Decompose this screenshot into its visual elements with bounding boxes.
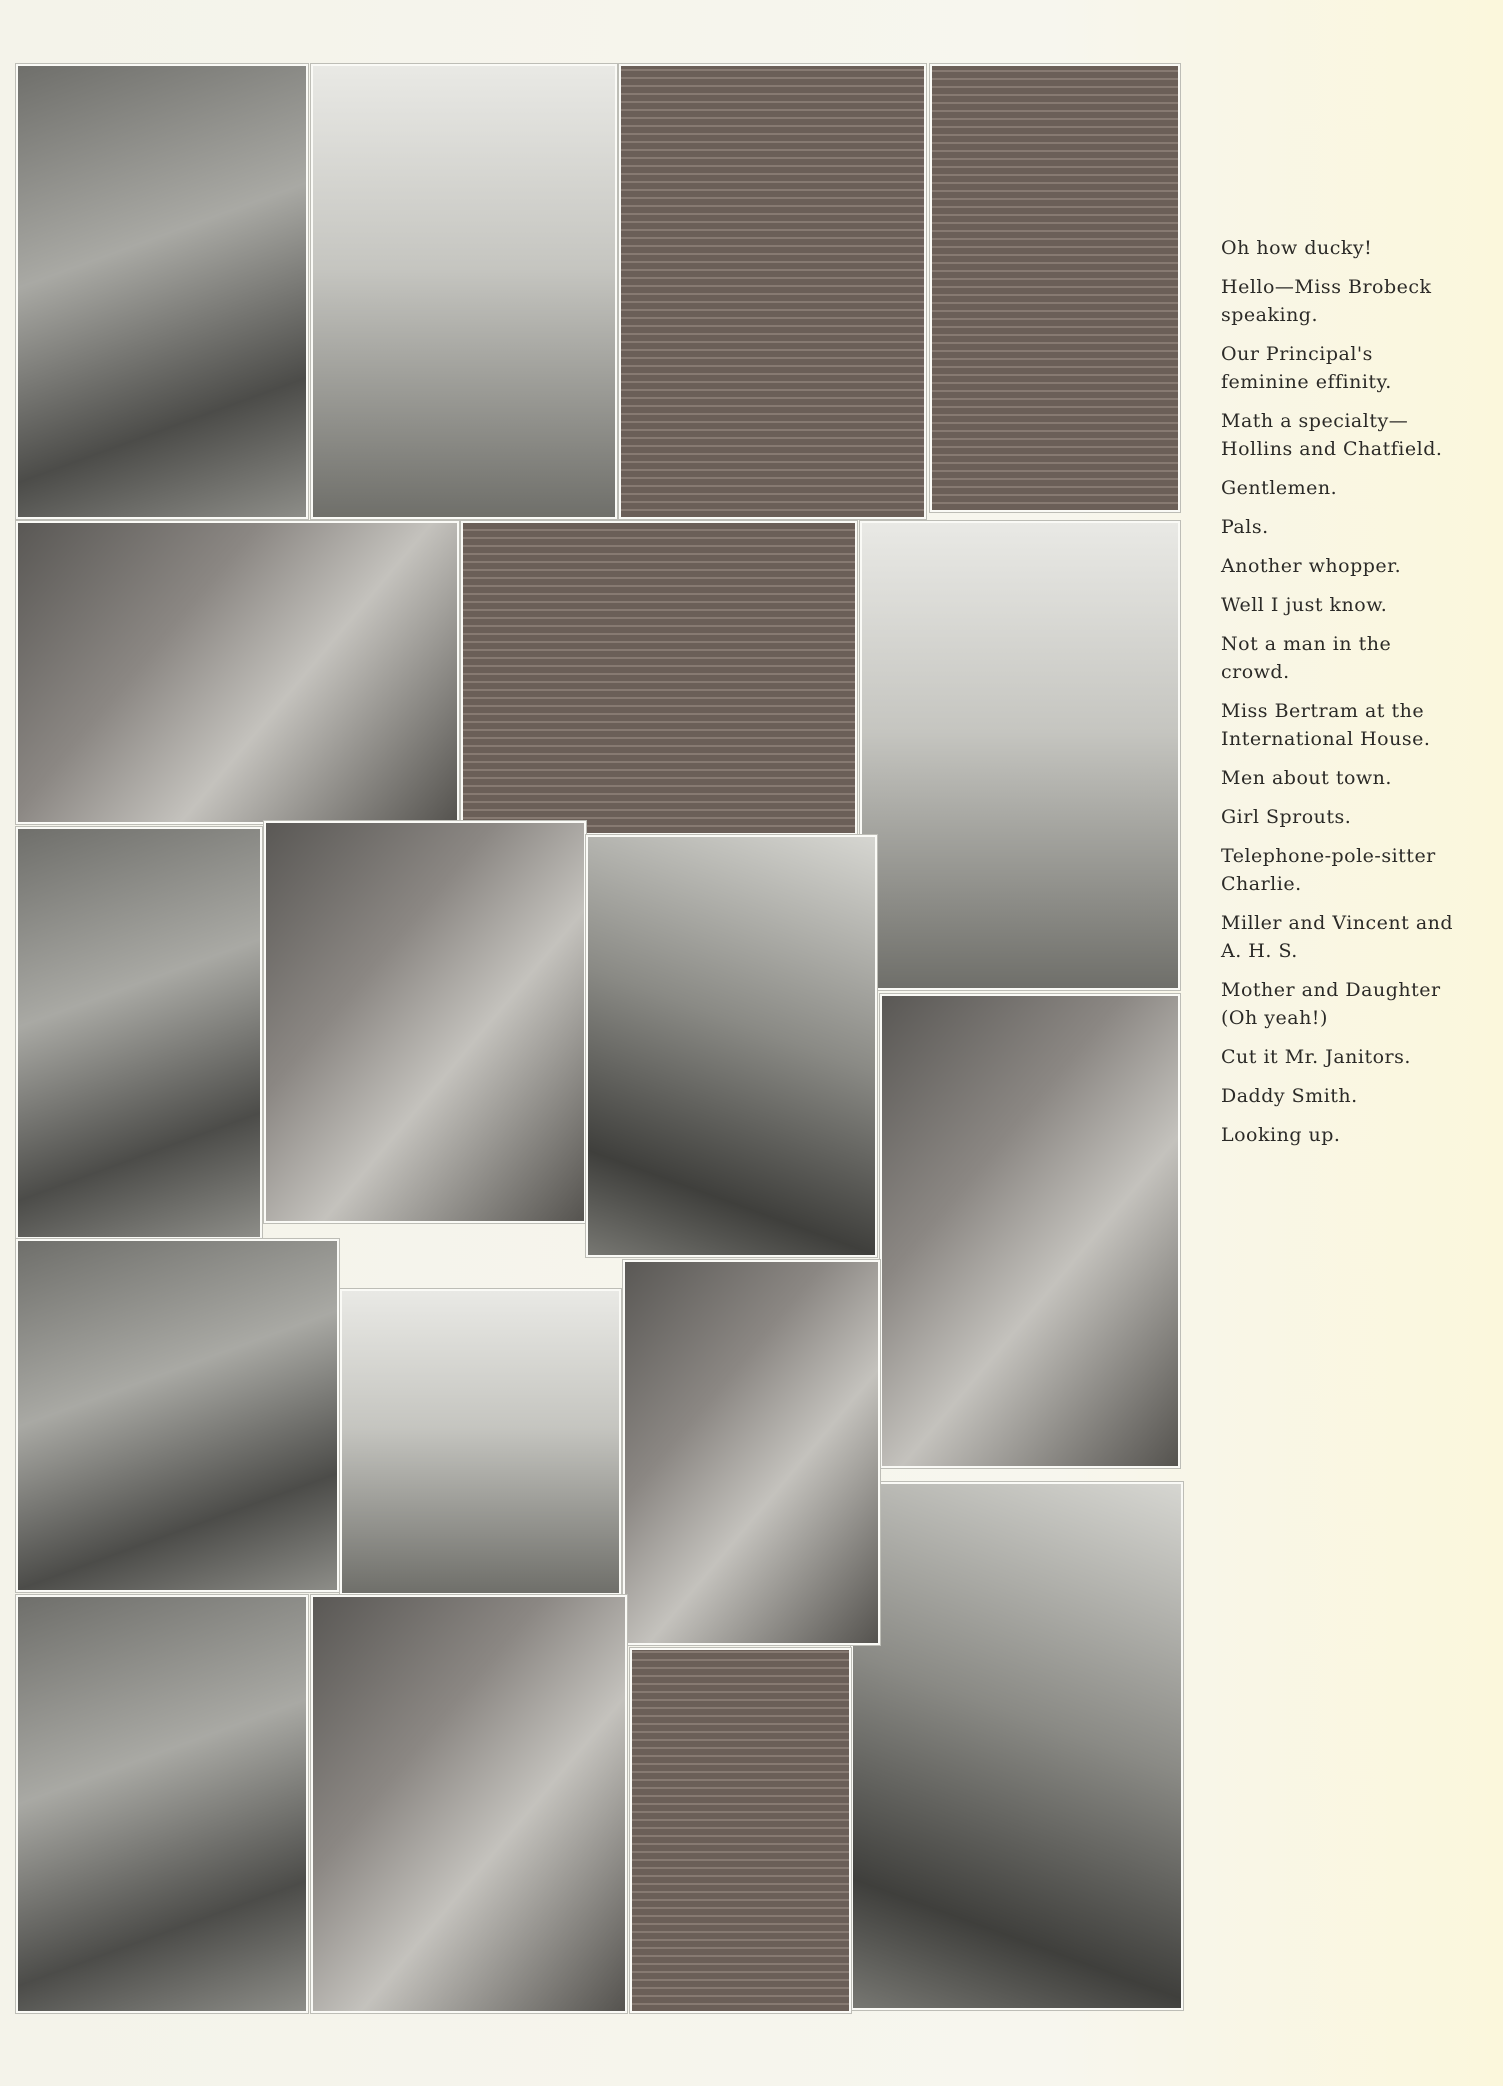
caption: Miller and Vincent and A. H. S. bbox=[1221, 912, 1454, 962]
photo-pals bbox=[461, 521, 857, 835]
caption: Daddy Smith. bbox=[1221, 1085, 1358, 1107]
caption: Another whopper. bbox=[1221, 555, 1402, 577]
caption: Cut it Mr. Janitors. bbox=[1221, 1046, 1411, 1068]
caption: Pals. bbox=[1221, 516, 1269, 538]
caption-list bbox=[1221, 234, 1456, 1160]
caption: Looking up. bbox=[1221, 1124, 1341, 1146]
caption: Girl Sprouts. bbox=[1221, 806, 1352, 828]
photo-miller-vincent bbox=[623, 1260, 880, 1645]
caption: Oh how ducky! bbox=[1221, 237, 1373, 259]
photo-fishing bbox=[860, 521, 1180, 990]
photo-woman-on-phone bbox=[311, 64, 617, 519]
photo-janitors bbox=[311, 1595, 627, 2013]
caption: Miss Bertram at the International House. bbox=[1221, 700, 1431, 750]
photo-pole-sitter bbox=[340, 1289, 621, 1595]
photo-gentlemen bbox=[16, 521, 459, 824]
caption: Telephone-pole-sitter Charlie. bbox=[1221, 845, 1436, 895]
photo-mother-daughter bbox=[851, 1482, 1183, 2010]
photo-woman-in-garden bbox=[16, 64, 308, 519]
photo-principal-group bbox=[619, 64, 926, 519]
photo-two-women bbox=[16, 1595, 308, 2013]
caption: Well I just know. bbox=[1221, 594, 1388, 616]
photo-daddy-smith bbox=[630, 1648, 851, 2013]
caption: Math a specialty— Hollins and Chatfield. bbox=[1221, 410, 1443, 460]
photo-three-women bbox=[264, 821, 586, 1223]
caption: Mother and Daughter (Oh yeah!) bbox=[1221, 979, 1441, 1029]
caption: Hello—Miss Brobeck speaking. bbox=[1221, 276, 1432, 326]
caption: Our Principal's feminine effinity. bbox=[1221, 343, 1392, 393]
caption: Gentlemen. bbox=[1221, 477, 1338, 499]
caption: Men about town. bbox=[1221, 767, 1392, 789]
photo-girl-sprouts bbox=[16, 1239, 339, 1592]
photo-international-house bbox=[586, 835, 877, 1257]
photo-men-about-town bbox=[880, 994, 1180, 1468]
photo-woman-in-coat bbox=[16, 827, 262, 1239]
caption: Not a man in the crowd. bbox=[1221, 633, 1392, 683]
photo-two-teachers bbox=[930, 64, 1180, 512]
